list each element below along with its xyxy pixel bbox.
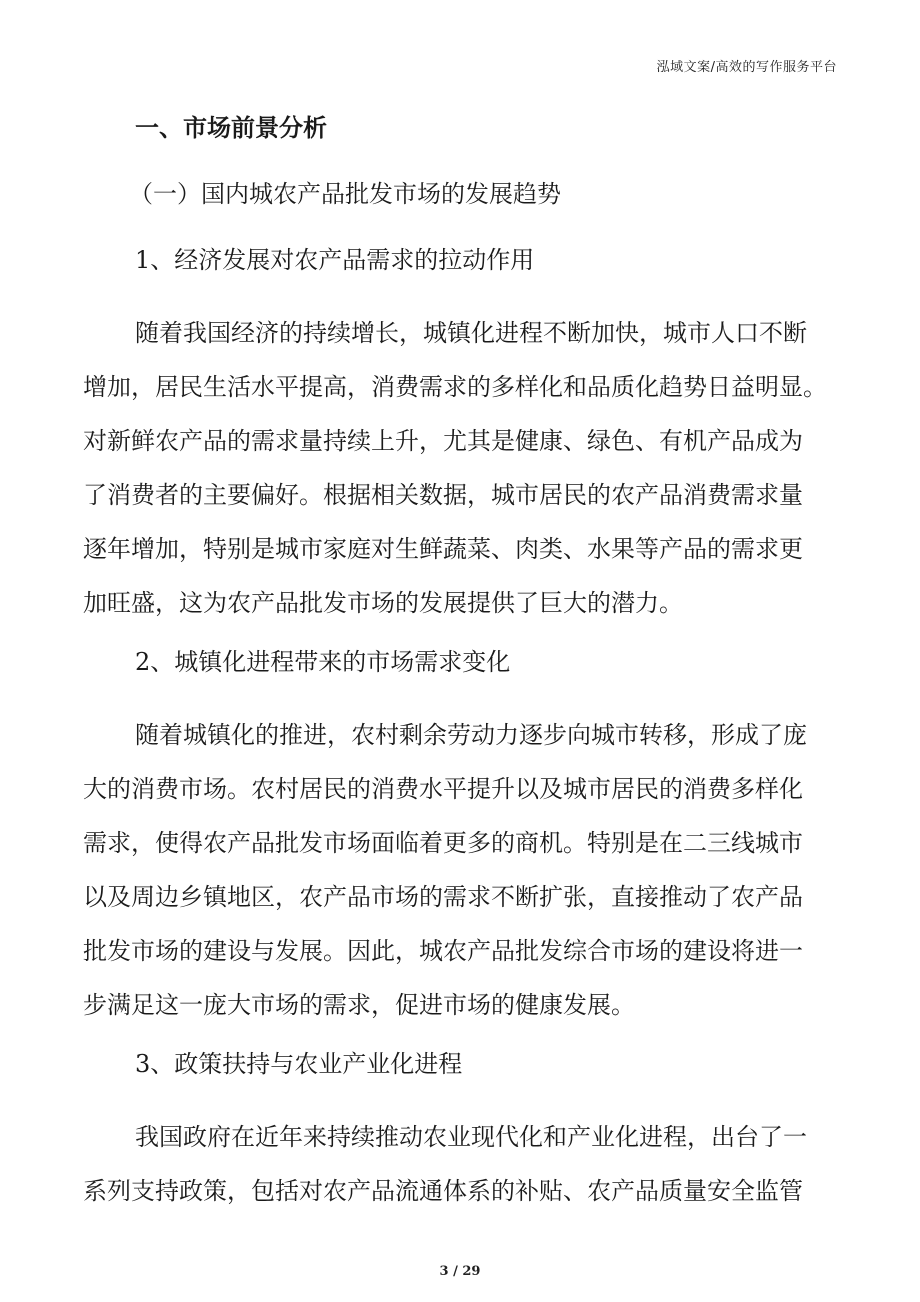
paragraph-line: 了消费者的主要偏好。根据相关数据，城市居民的农产品消费需求量: [83, 481, 803, 509]
paragraph-3: [83, 1110, 837, 1218]
subsection-title: （一）国内城农产品批发市场的发展趋势: [129, 180, 561, 208]
paragraph-line: 增加，居民生活水平提高，消费需求的多样化和品质化趋势日益明显。: [83, 373, 827, 401]
paragraph-line: 大的消费市场。农村居民的消费水平提升以及城市居民的消费多样化: [83, 775, 803, 803]
paragraph-line: 系列支持政策，包括对农产品流通体系的补贴、农产品质量安全监管: [83, 1177, 803, 1205]
paragraph-2: [83, 708, 837, 1032]
item-heading-2: 2、城镇化进程带来的市场需求变化: [135, 648, 511, 676]
page-header: 泓域文案/高效的写作服务平台: [656, 60, 837, 75]
document-body: [83, 108, 837, 1230]
paragraph-line: 批发市场的建设与发展。因此，城农产品批发综合市场的建设将进一: [83, 937, 803, 965]
paragraph-line: 需求，使得农产品批发市场面临着更多的商机。特别是在二三线城市: [83, 829, 803, 857]
paragraph-1: [83, 306, 837, 630]
section-title: 一、市场前景分析: [135, 114, 327, 142]
item-heading-1: 1、经济发展对农产品需求的拉动作用: [135, 246, 535, 274]
paragraph-line: 对新鲜农产品的需求量持续上升，尤其是健康、绿色、有机产品成为: [83, 427, 803, 455]
item-heading-3: 3、政策扶持与农业产业化进程: [135, 1050, 463, 1078]
paragraph-line: 逐年增加，特别是城市家庭对生鲜蔬菜、肉类、水果等产品的需求更: [83, 535, 803, 563]
paragraph-line: 以及周边乡镇地区，农产品市场的需求不断扩张，直接推动了农产品: [83, 883, 803, 911]
paragraph-line: 我国政府在近年来持续推动农业现代化和产业化进程，出台了一: [135, 1123, 807, 1151]
paragraph-line: 步满足这一庞大市场的需求，促进市场的健康发展。: [83, 991, 635, 1019]
paragraph-line: 加旺盛，这为农产品批发市场的发展提供了巨大的潜力。: [83, 589, 683, 617]
paragraph-line: 随着我国经济的持续增长，城镇化进程不断加快，城市人口不断: [135, 319, 807, 347]
header-divider: [83, 82, 837, 83]
page-number: 3 / 29: [439, 1264, 481, 1279]
paragraph-line: 随着城镇化的推进，农村剩余劳动力逐步向城市转移，形成了庞: [135, 721, 807, 749]
